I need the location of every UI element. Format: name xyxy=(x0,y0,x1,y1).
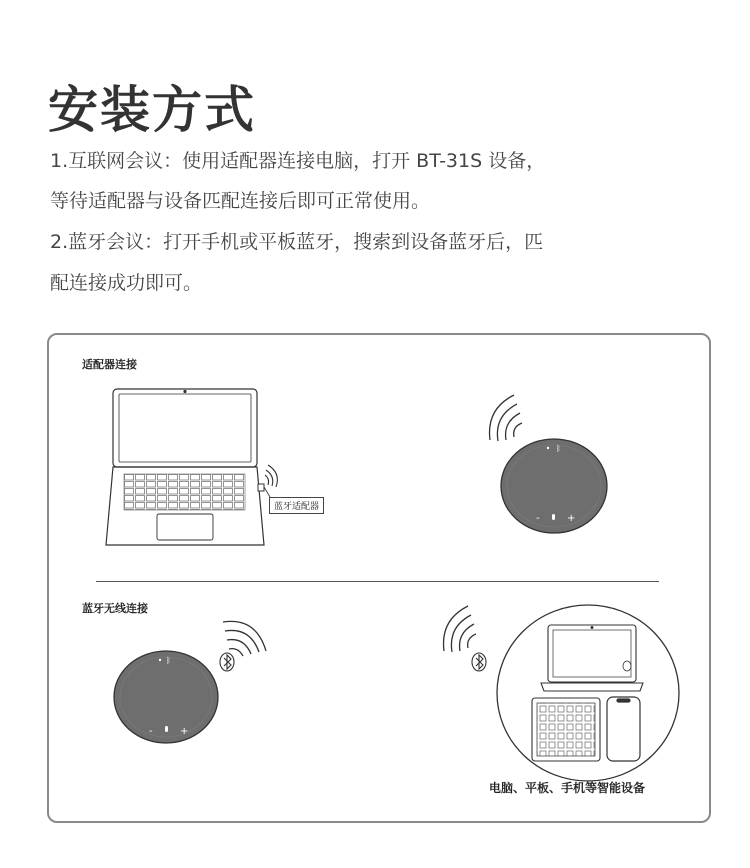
svg-text:+: + xyxy=(567,513,576,524)
bluetooth-adapter-label: 蓝牙适配器 xyxy=(269,497,324,514)
page-title: 安装方式 xyxy=(48,81,256,139)
adapter-signal-icon xyxy=(265,465,277,487)
paragraph-2-line-1: 2.蓝牙会议：打开手机或平板蓝牙，搜索到设备蓝牙后，匹 xyxy=(50,231,544,253)
bluetooth-icon xyxy=(220,653,234,671)
svg-text:ᛒ: ᛒ xyxy=(556,444,561,453)
bluetooth-section-label: 蓝牙无线连接 xyxy=(82,602,148,615)
wireless-signal-icon-2 xyxy=(223,621,266,656)
smart-devices-caption: 电脑、平板、手机等智能设备 xyxy=(489,781,646,795)
speaker-device-icon xyxy=(501,439,607,533)
svg-text:+: + xyxy=(180,726,189,737)
adapter-section-label: 适配器连接 xyxy=(82,358,137,371)
svg-text:-: - xyxy=(536,513,540,524)
bluetooth-icon-2 xyxy=(472,653,486,671)
phone-icon xyxy=(607,697,640,761)
laptop-icon xyxy=(106,389,270,545)
tablet-icon xyxy=(532,698,600,761)
paragraph-1-line-1: 1.互联网会议：使用适配器连接电脑，打开 BT-31S 设备， xyxy=(50,150,546,172)
svg-text:-: - xyxy=(149,726,153,737)
speaker-device-icon-2 xyxy=(114,651,218,743)
paragraph-1-line-2: 等待适配器与设备匹配连接后即可正常使用。 xyxy=(50,190,431,212)
svg-text:ᛒ: ᛒ xyxy=(166,656,171,665)
wireless-signal-icon xyxy=(490,395,523,441)
wireless-signal-icon-3 xyxy=(444,606,477,652)
paragraph-2-line-2: 配连接成功即可。 xyxy=(50,272,203,294)
laptop-icon-2 xyxy=(541,625,643,691)
